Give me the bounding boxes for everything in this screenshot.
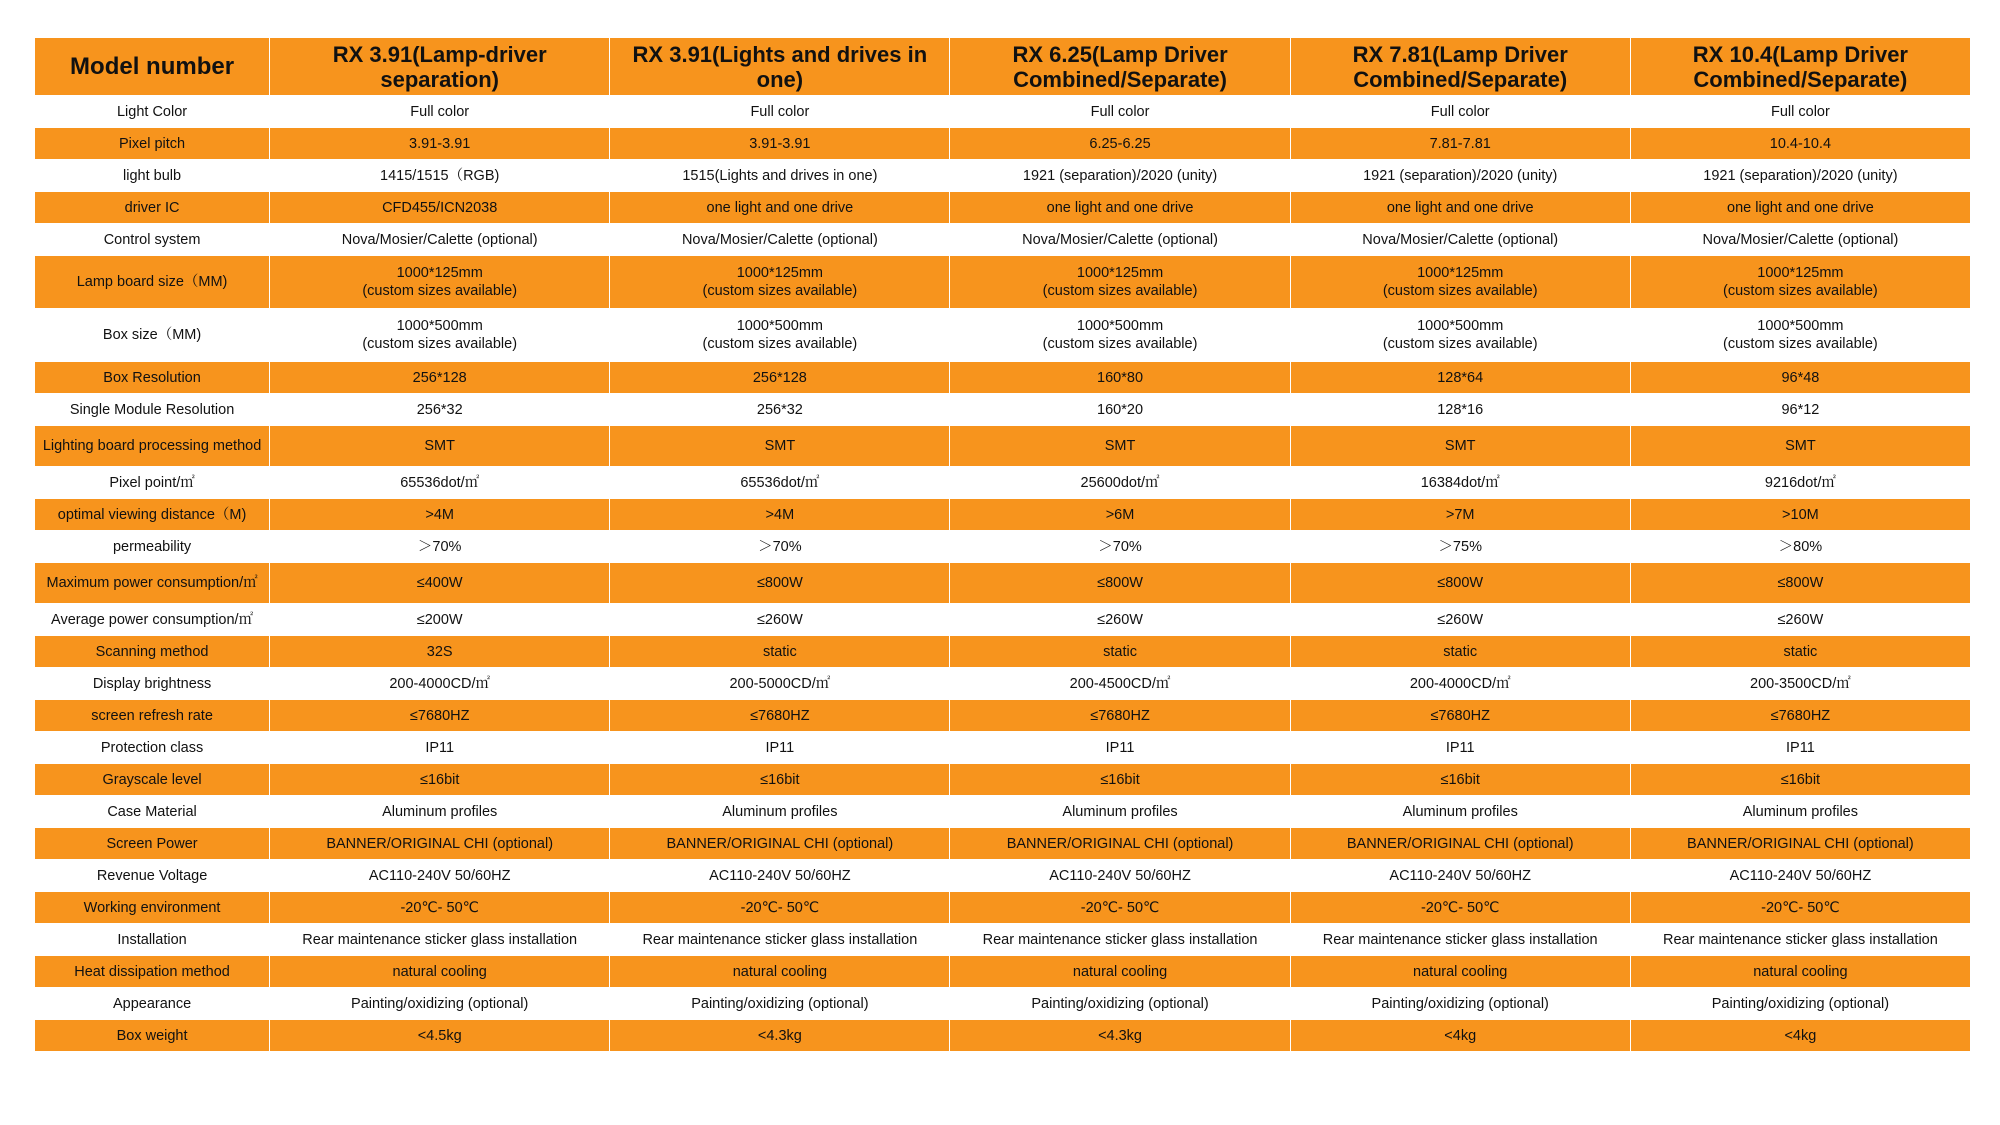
table-cell: one light and one drive: [1630, 192, 1970, 224]
table-cell: 32S: [270, 636, 610, 668]
table-cell: 1921 (separation)/2020 (unity): [1630, 160, 1970, 192]
table-cell: 65536dot/㎡: [610, 467, 950, 499]
cell-line: (custom sizes available): [702, 336, 858, 352]
table-cell: 1921 (separation)/2020 (unity): [950, 160, 1290, 192]
table-cell: 6.25-6.25: [950, 128, 1290, 160]
table-cell: Painting/oxidizing (optional): [1630, 988, 1970, 1020]
cell-line: (custom sizes available): [1382, 336, 1538, 352]
table-row: [35, 467, 1971, 499]
header-cell-model: RX 6.25(Lamp Driver Combined/Separate): [950, 38, 1290, 96]
table-cell: 200-4000CD/㎡: [1290, 668, 1630, 700]
table-cell: ＞70%: [610, 531, 950, 563]
row-label: Box size（MM): [35, 309, 270, 362]
row-label: Lighting board processing method: [35, 426, 270, 467]
table-row: [35, 892, 1971, 924]
table-cell: Nova/Mosier/Calette (optional): [1290, 224, 1630, 256]
table-cell: ＞70%: [950, 531, 1290, 563]
row-label: Working environment: [35, 892, 270, 924]
table-cell: 9216dot/㎡: [1630, 467, 1970, 499]
table-cell: 1515(Lights and drives in one): [610, 160, 950, 192]
table-cell: -20℃- 50℃: [1290, 892, 1630, 924]
table-cell: <4.3kg: [610, 1020, 950, 1052]
table-cell: [270, 256, 610, 309]
table-cell: natural cooling: [610, 956, 950, 988]
table-cell: IP11: [610, 732, 950, 764]
table-cell: 256*128: [270, 362, 610, 394]
table-cell: Rear maintenance sticker glass installation: [950, 924, 1290, 956]
table-row: [35, 604, 1971, 636]
table-cell: [1630, 256, 1970, 309]
header-cell-model-number: Model number: [35, 38, 270, 96]
table-cell: AC110-240V 50/60HZ: [1290, 860, 1630, 892]
header-cell-model: RX 7.81(Lamp Driver Combined/Separate): [1290, 38, 1630, 96]
table-cell: BANNER/ORIGINAL CHI (optional): [610, 828, 950, 860]
cell-line: 1000*500mm: [736, 318, 823, 334]
table-cell: IP11: [270, 732, 610, 764]
cell-line: (custom sizes available): [1723, 336, 1878, 352]
row-label: Case Material: [35, 796, 270, 828]
row-label: Screen Power: [35, 828, 270, 860]
row-label: Grayscale level: [35, 764, 270, 796]
row-label: screen refresh rate: [35, 700, 270, 732]
spec-body: [35, 96, 1971, 1052]
table-cell: ≤16bit: [1290, 764, 1630, 796]
row-label: Control system: [35, 224, 270, 256]
table-cell: [610, 256, 950, 309]
table-cell: ≤400W: [270, 563, 610, 604]
table-cell: ≤7680HZ: [1290, 700, 1630, 732]
table-cell: Full color: [1290, 96, 1630, 128]
table-cell: ≤260W: [1290, 604, 1630, 636]
table-cell: Rear maintenance sticker glass installation: [1290, 924, 1630, 956]
table-cell: Nova/Mosier/Calette (optional): [950, 224, 1290, 256]
table-row: [35, 394, 1971, 426]
table-cell: ≤800W: [1630, 563, 1970, 604]
table-row: [35, 636, 1971, 668]
row-label: Installation: [35, 924, 270, 956]
table-row: [35, 224, 1971, 256]
table-cell: 3.91-3.91: [270, 128, 610, 160]
table-cell: Painting/oxidizing (optional): [950, 988, 1290, 1020]
table-cell: AC110-240V 50/60HZ: [270, 860, 610, 892]
table-cell: 10.4-10.4: [1630, 128, 1970, 160]
table-cell: Full color: [950, 96, 1290, 128]
table-cell: AC110-240V 50/60HZ: [610, 860, 950, 892]
table-cell: ≤7680HZ: [270, 700, 610, 732]
table-cell: >7M: [1290, 499, 1630, 531]
table-cell: Nova/Mosier/Calette (optional): [270, 224, 610, 256]
table-cell: ≤7680HZ: [1630, 700, 1970, 732]
table-row: [35, 563, 1971, 604]
cell-line: 1000*125mm: [1417, 265, 1504, 281]
table-cell: SMT: [1290, 426, 1630, 467]
table-cell: Painting/oxidizing (optional): [610, 988, 950, 1020]
table-row: [35, 309, 1971, 362]
table-row: [35, 860, 1971, 892]
table-cell: -20℃- 50℃: [1630, 892, 1970, 924]
table-cell: IP11: [1630, 732, 1970, 764]
row-label: Pixel point/㎡: [35, 467, 270, 499]
table-cell: ≤16bit: [270, 764, 610, 796]
table-cell: static: [1290, 636, 1630, 668]
table-cell: Aluminum profiles: [610, 796, 950, 828]
table-cell: 1415/1515（RGB): [270, 160, 610, 192]
row-label: Appearance: [35, 988, 270, 1020]
cell-line: 1000*500mm: [396, 318, 483, 334]
row-label: Heat dissipation method: [35, 956, 270, 988]
table-cell: CFD455/ICN2038: [270, 192, 610, 224]
table-cell: IP11: [1290, 732, 1630, 764]
row-label: Average power consumption/㎡: [35, 604, 270, 636]
table-cell: BANNER/ORIGINAL CHI (optional): [1630, 828, 1970, 860]
table-row: [35, 128, 1971, 160]
cell-line: 1000*500mm: [1076, 318, 1164, 334]
table-cell: SMT: [610, 426, 950, 467]
table-row: [35, 796, 1971, 828]
table-cell: Full color: [270, 96, 610, 128]
header-cell-model: RX 10.4(Lamp Driver Combined/Separate): [1630, 38, 1970, 96]
table-cell: SMT: [270, 426, 610, 467]
table-cell: Aluminum profiles: [1290, 796, 1630, 828]
table-cell: natural cooling: [1290, 956, 1630, 988]
table-cell: 200-4000CD/㎡: [270, 668, 610, 700]
table-cell: ＞70%: [270, 531, 610, 563]
cell-line: 1000*125mm: [1757, 265, 1844, 281]
table-cell: ＞75%: [1290, 531, 1630, 563]
table-cell: ≤16bit: [1630, 764, 1970, 796]
table-cell: 256*128: [610, 362, 950, 394]
table-row: [35, 256, 1971, 309]
table-cell: Full color: [1630, 96, 1970, 128]
table-cell: natural cooling: [1630, 956, 1970, 988]
table-cell: ≤7680HZ: [950, 700, 1290, 732]
header-cell-model: RX 3.91(Lights and drives in one): [610, 38, 950, 96]
row-label: Pixel pitch: [35, 128, 270, 160]
table-cell: ≤260W: [1630, 604, 1970, 636]
table-cell: one light and one drive: [950, 192, 1290, 224]
table-cell: >10M: [1630, 499, 1970, 531]
cell-line: (custom sizes available): [362, 336, 518, 352]
table-cell: natural cooling: [270, 956, 610, 988]
row-label: Box Resolution: [35, 362, 270, 394]
cell-line: (custom sizes available): [1042, 283, 1198, 299]
table-cell: ≤800W: [610, 563, 950, 604]
table-cell: >4M: [610, 499, 950, 531]
table-cell: 96*12: [1630, 394, 1970, 426]
header-row: [35, 38, 1971, 96]
table-row: [35, 499, 1971, 531]
table-cell: IP11: [950, 732, 1290, 764]
table-row: [35, 1020, 1971, 1052]
table-cell: ≤200W: [270, 604, 610, 636]
table-cell: Aluminum profiles: [1630, 796, 1970, 828]
table-cell: Rear maintenance sticker glass installation: [610, 924, 950, 956]
table-cell: Painting/oxidizing (optional): [270, 988, 610, 1020]
table-cell: <4kg: [1290, 1020, 1630, 1052]
row-label: Scanning method: [35, 636, 270, 668]
table-row: [35, 956, 1971, 988]
table-cell: ≤16bit: [610, 764, 950, 796]
table-cell: <4.3kg: [950, 1020, 1290, 1052]
table-cell: 16384dot/㎡: [1290, 467, 1630, 499]
table-cell: BANNER/ORIGINAL CHI (optional): [1290, 828, 1630, 860]
table-cell: 160*80: [950, 362, 1290, 394]
table-cell: -20℃- 50℃: [270, 892, 610, 924]
table-cell: Rear maintenance sticker glass installation: [270, 924, 610, 956]
table-cell: [270, 309, 610, 362]
table-cell: >6M: [950, 499, 1290, 531]
table-cell: Full color: [610, 96, 950, 128]
row-label: Single Module Resolution: [35, 394, 270, 426]
table-cell: 256*32: [610, 394, 950, 426]
table-cell: static: [950, 636, 1290, 668]
cell-line: 1000*500mm: [1757, 318, 1844, 334]
table-cell: [950, 256, 1290, 309]
table-row: [35, 96, 1971, 128]
table-cell: Nova/Mosier/Calette (optional): [610, 224, 950, 256]
table-cell: 96*48: [1630, 362, 1970, 394]
table-cell: [1290, 309, 1630, 362]
table-cell: SMT: [950, 426, 1290, 467]
table-cell: Painting/oxidizing (optional): [1290, 988, 1630, 1020]
table-cell: ≤800W: [950, 563, 1290, 604]
table-row: [35, 192, 1971, 224]
cell-line: (custom sizes available): [1382, 283, 1538, 299]
table-cell: ≤16bit: [950, 764, 1290, 796]
row-label: optimal viewing distance（M): [35, 499, 270, 531]
table-cell: [950, 309, 1290, 362]
cell-line: 1000*125mm: [1076, 265, 1164, 281]
table-cell: ≤260W: [610, 604, 950, 636]
table-row: [35, 160, 1971, 192]
table-cell: one light and one drive: [1290, 192, 1630, 224]
table-cell: Aluminum profiles: [270, 796, 610, 828]
table-cell: SMT: [1630, 426, 1970, 467]
cell-line: (custom sizes available): [1042, 336, 1198, 352]
spec-table: [34, 37, 1971, 1052]
table-cell: <4.5kg: [270, 1020, 610, 1052]
table-cell: 200-5000CD/㎡: [610, 668, 950, 700]
table-row: [35, 426, 1971, 467]
row-label: Lamp board size（MM): [35, 256, 270, 309]
table-cell: BANNER/ORIGINAL CHI (optional): [950, 828, 1290, 860]
table-row: [35, 700, 1971, 732]
table-cell: >4M: [270, 499, 610, 531]
table-cell: [1630, 309, 1970, 362]
cell-line: (custom sizes available): [702, 283, 858, 299]
table-cell: 200-4500CD/㎡: [950, 668, 1290, 700]
table-cell: ≤800W: [1290, 563, 1630, 604]
table-cell: [1290, 256, 1630, 309]
table-cell: ≤260W: [950, 604, 1290, 636]
table-row: [35, 828, 1971, 860]
row-label: Box weight: [35, 1020, 270, 1052]
table-cell: 160*20: [950, 394, 1290, 426]
table-cell: static: [1630, 636, 1970, 668]
table-cell: 7.81-7.81: [1290, 128, 1630, 160]
row-label: Maximum power consumption/㎡: [35, 563, 270, 604]
table-cell: [610, 309, 950, 362]
table-cell: 128*64: [1290, 362, 1630, 394]
table-cell: BANNER/ORIGINAL CHI (optional): [270, 828, 610, 860]
table-cell: Nova/Mosier/Calette (optional): [1630, 224, 1970, 256]
table-cell: -20℃- 50℃: [610, 892, 950, 924]
cell-line: 1000*500mm: [1417, 318, 1504, 334]
table-cell: 256*32: [270, 394, 610, 426]
table-cell: one light and one drive: [610, 192, 950, 224]
row-label: Display brightness: [35, 668, 270, 700]
table-cell: AC110-240V 50/60HZ: [1630, 860, 1970, 892]
row-label: light bulb: [35, 160, 270, 192]
header-cell-model: RX 3.91(Lamp-driver separation): [270, 38, 610, 96]
table-cell: Rear maintenance sticker glass installation: [1630, 924, 1970, 956]
table-cell: 1921 (separation)/2020 (unity): [1290, 160, 1630, 192]
table-cell: 25600dot/㎡: [950, 467, 1290, 499]
row-label: permeability: [35, 531, 270, 563]
row-label: Revenue Voltage: [35, 860, 270, 892]
cell-line: 1000*125mm: [736, 265, 823, 281]
table-cell: 128*16: [1290, 394, 1630, 426]
table-row: [35, 924, 1971, 956]
table-cell: <4kg: [1630, 1020, 1970, 1052]
row-label: driver IC: [35, 192, 270, 224]
table-cell: Aluminum profiles: [950, 796, 1290, 828]
table-cell: 3.91-3.91: [610, 128, 950, 160]
table-cell: 65536dot/㎡: [270, 467, 610, 499]
table-cell: 200-3500CD/㎡: [1630, 668, 1970, 700]
table-row: [35, 362, 1971, 394]
table-row: [35, 988, 1971, 1020]
row-label: Protection class: [35, 732, 270, 764]
table-cell: static: [610, 636, 950, 668]
table-row: [35, 764, 1971, 796]
table-row: [35, 531, 1971, 563]
cell-line: 1000*125mm: [396, 265, 483, 281]
table-cell: AC110-240V 50/60HZ: [950, 860, 1290, 892]
table-cell: ≤7680HZ: [610, 700, 950, 732]
table-row: [35, 732, 1971, 764]
row-label: Light Color: [35, 96, 270, 128]
cell-line: (custom sizes available): [1723, 283, 1878, 299]
table-row: [35, 668, 1971, 700]
table-cell: -20℃- 50℃: [950, 892, 1290, 924]
table-cell: natural cooling: [950, 956, 1290, 988]
table-cell: ＞80%: [1630, 531, 1970, 563]
cell-line: (custom sizes available): [362, 283, 518, 299]
